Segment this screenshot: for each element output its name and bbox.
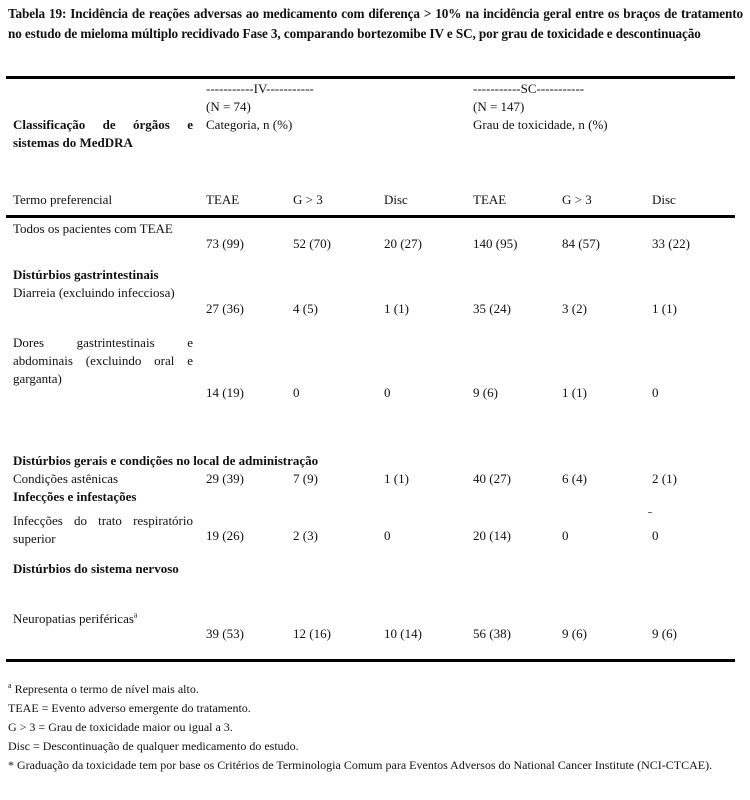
table-top-rule [6,76,735,79]
cell-diarrhea-sc-g3: 3 (2) [562,301,587,316]
row-label-gi-pain-line2: abdominais (excluindo oral e [13,353,193,368]
cell-gi-pain-iv-teae: 14 (19) [206,385,244,400]
cell-uri-sc-teae: 20 (14) [473,528,511,543]
row-label-all-patients: Todos os pacientes com TEAE [13,221,173,236]
cell-uri-iv-teae: 19 (26) [206,528,244,543]
row-label-neuropathy [13,610,137,628]
cell-neuropathy-iv-disc: 10 (14) [384,626,422,641]
term-header-label: Termo preferencial [13,192,113,207]
cell-all-iv-g3: 52 (70) [293,236,331,251]
col-header-sc-teae: TEAE [473,192,507,207]
row-label-neuropathy-text: Neuropatias periféricas [13,611,134,626]
scan-artifact [648,512,652,513]
cell-asthenic-iv-teae: 29 (39) [206,471,244,486]
sc-category-label: Grau de toxicidade, n (%) [473,117,608,132]
row-label-diarrhea: Diarreia (excluindo infecciosa) [13,285,175,300]
cell-all-iv-teae: 73 (99) [206,236,244,251]
footnote-ctcae: * Graduação da toxicidade tem por base os Critérios de Terminologia Comum para Eventos Adversos do National Cancer Institute (NCI-CTCAE). [8,758,713,772]
cell-uri-iv-g3: 2 (3) [293,528,318,543]
footnote-g3: G > 3 = Grau de toxicidade maior ou igual a 3. [8,720,233,734]
cell-gi-pain-sc-disc: 0 [652,385,659,400]
cell-diarrhea-iv-g3: 4 (5) [293,301,318,316]
cell-asthenic-iv-g3: 7 (9) [293,471,318,486]
footnote-a-marker: a [8,681,12,690]
cell-gi-pain-iv-g3: 0 [293,385,300,400]
cell-neuropathy-iv-teae: 39 (53) [206,626,244,641]
cell-uri-sc-disc: 0 [652,528,659,543]
header-bottom-rule [6,215,735,218]
cell-neuropathy-sc-disc: 9 (6) [652,626,677,641]
group-label-gastrointestinal: Distúrbios gastrintestinais [13,267,159,282]
cell-asthenic-iv-disc: 1 (1) [384,471,409,486]
cell-diarrhea-iv-teae: 27 (36) [206,301,244,316]
footnote-teae: TEAE = Evento adverso emergente do tratamento. [8,701,251,715]
cell-asthenic-sc-teae: 40 (27) [473,471,511,486]
table-bottom-rule [6,659,735,662]
row-label-gi-pain-line3: garganta) [13,371,62,386]
sc-n-label: (N = 147) [473,99,525,114]
col-header-iv-disc: Disc [384,192,408,207]
cell-all-iv-disc: 20 (27) [384,236,422,251]
cell-diarrhea-sc-disc: 1 (1) [652,301,677,316]
footnotes [8,680,748,775]
row-header-label-line1: Classificação de órgãos e [13,117,193,132]
footnote-a-text: Representa o termo de nível mais alto. [11,682,199,696]
row-label-uri-line1: Infecções do trato respiratório [13,513,193,528]
col-header-sc-g3: G > 3 [562,192,592,207]
group-label-general-disorders: Distúrbios gerais e condições no local de administração [13,453,319,468]
cell-asthenic-sc-disc: 2 (1) [652,471,677,486]
row-label-gi-pain-line1: Dores gastrintestinais e [13,335,193,350]
cell-diarrhea-sc-teae: 35 (24) [473,301,511,316]
row-header-label-line2: sistemas do MedDRA [13,135,133,150]
iv-category-label: Categoria, n (%) [206,117,293,132]
cell-asthenic-sc-g3: 6 (4) [562,471,587,486]
cell-gi-pain-sc-g3: 1 (1) [562,385,587,400]
cell-uri-iv-disc: 0 [384,528,391,543]
col-header-iv-teae: TEAE [206,192,240,207]
sc-arm-label: -----------SC----------- [473,81,585,96]
cell-neuropathy-sc-g3: 9 (6) [562,626,587,641]
footnote-a [8,680,748,699]
table-caption: Tabela 19: Incidência de reações adversas ao medicamento com diferença > 10% na incidência geral entre os braços de tratamento no estudo de mieloma múltiplo recidivado Fase 3, comparando bortezomibe IV e SC, por grau de toxicidade e descontinuação [8,6,743,41]
iv-n-label: (N = 74) [206,99,251,114]
row-label-uri-line2: superior [13,531,56,546]
cell-all-sc-g3: 84 (57) [562,236,600,251]
cell-gi-pain-iv-disc: 0 [384,385,391,400]
cell-diarrhea-iv-disc: 1 (1) [384,301,409,316]
cell-all-sc-disc: 33 (22) [652,236,690,251]
cell-all-sc-teae: 140 (95) [473,236,518,251]
cell-neuropathy-iv-g3: 12 (16) [293,626,331,641]
iv-arm-label: -----------IV----------- [206,81,314,96]
footnote-marker-a: a [133,610,138,620]
row-label-asthenic: Condições astênicas [13,471,119,486]
footnote-disc: Disc = Descontinuação de qualquer medicamento do estudo. [8,739,299,753]
cell-gi-pain-sc-teae: 9 (6) [473,385,498,400]
col-header-sc-disc: Disc [652,192,676,207]
col-header-iv-g3: G > 3 [293,192,323,207]
cell-uri-sc-g3: 0 [562,528,569,543]
group-label-infections: Infecções e infestações [13,489,137,504]
group-label-nervous-system: Distúrbios do sistema nervoso [13,561,179,576]
cell-neuropathy-sc-teae: 56 (38) [473,626,511,641]
